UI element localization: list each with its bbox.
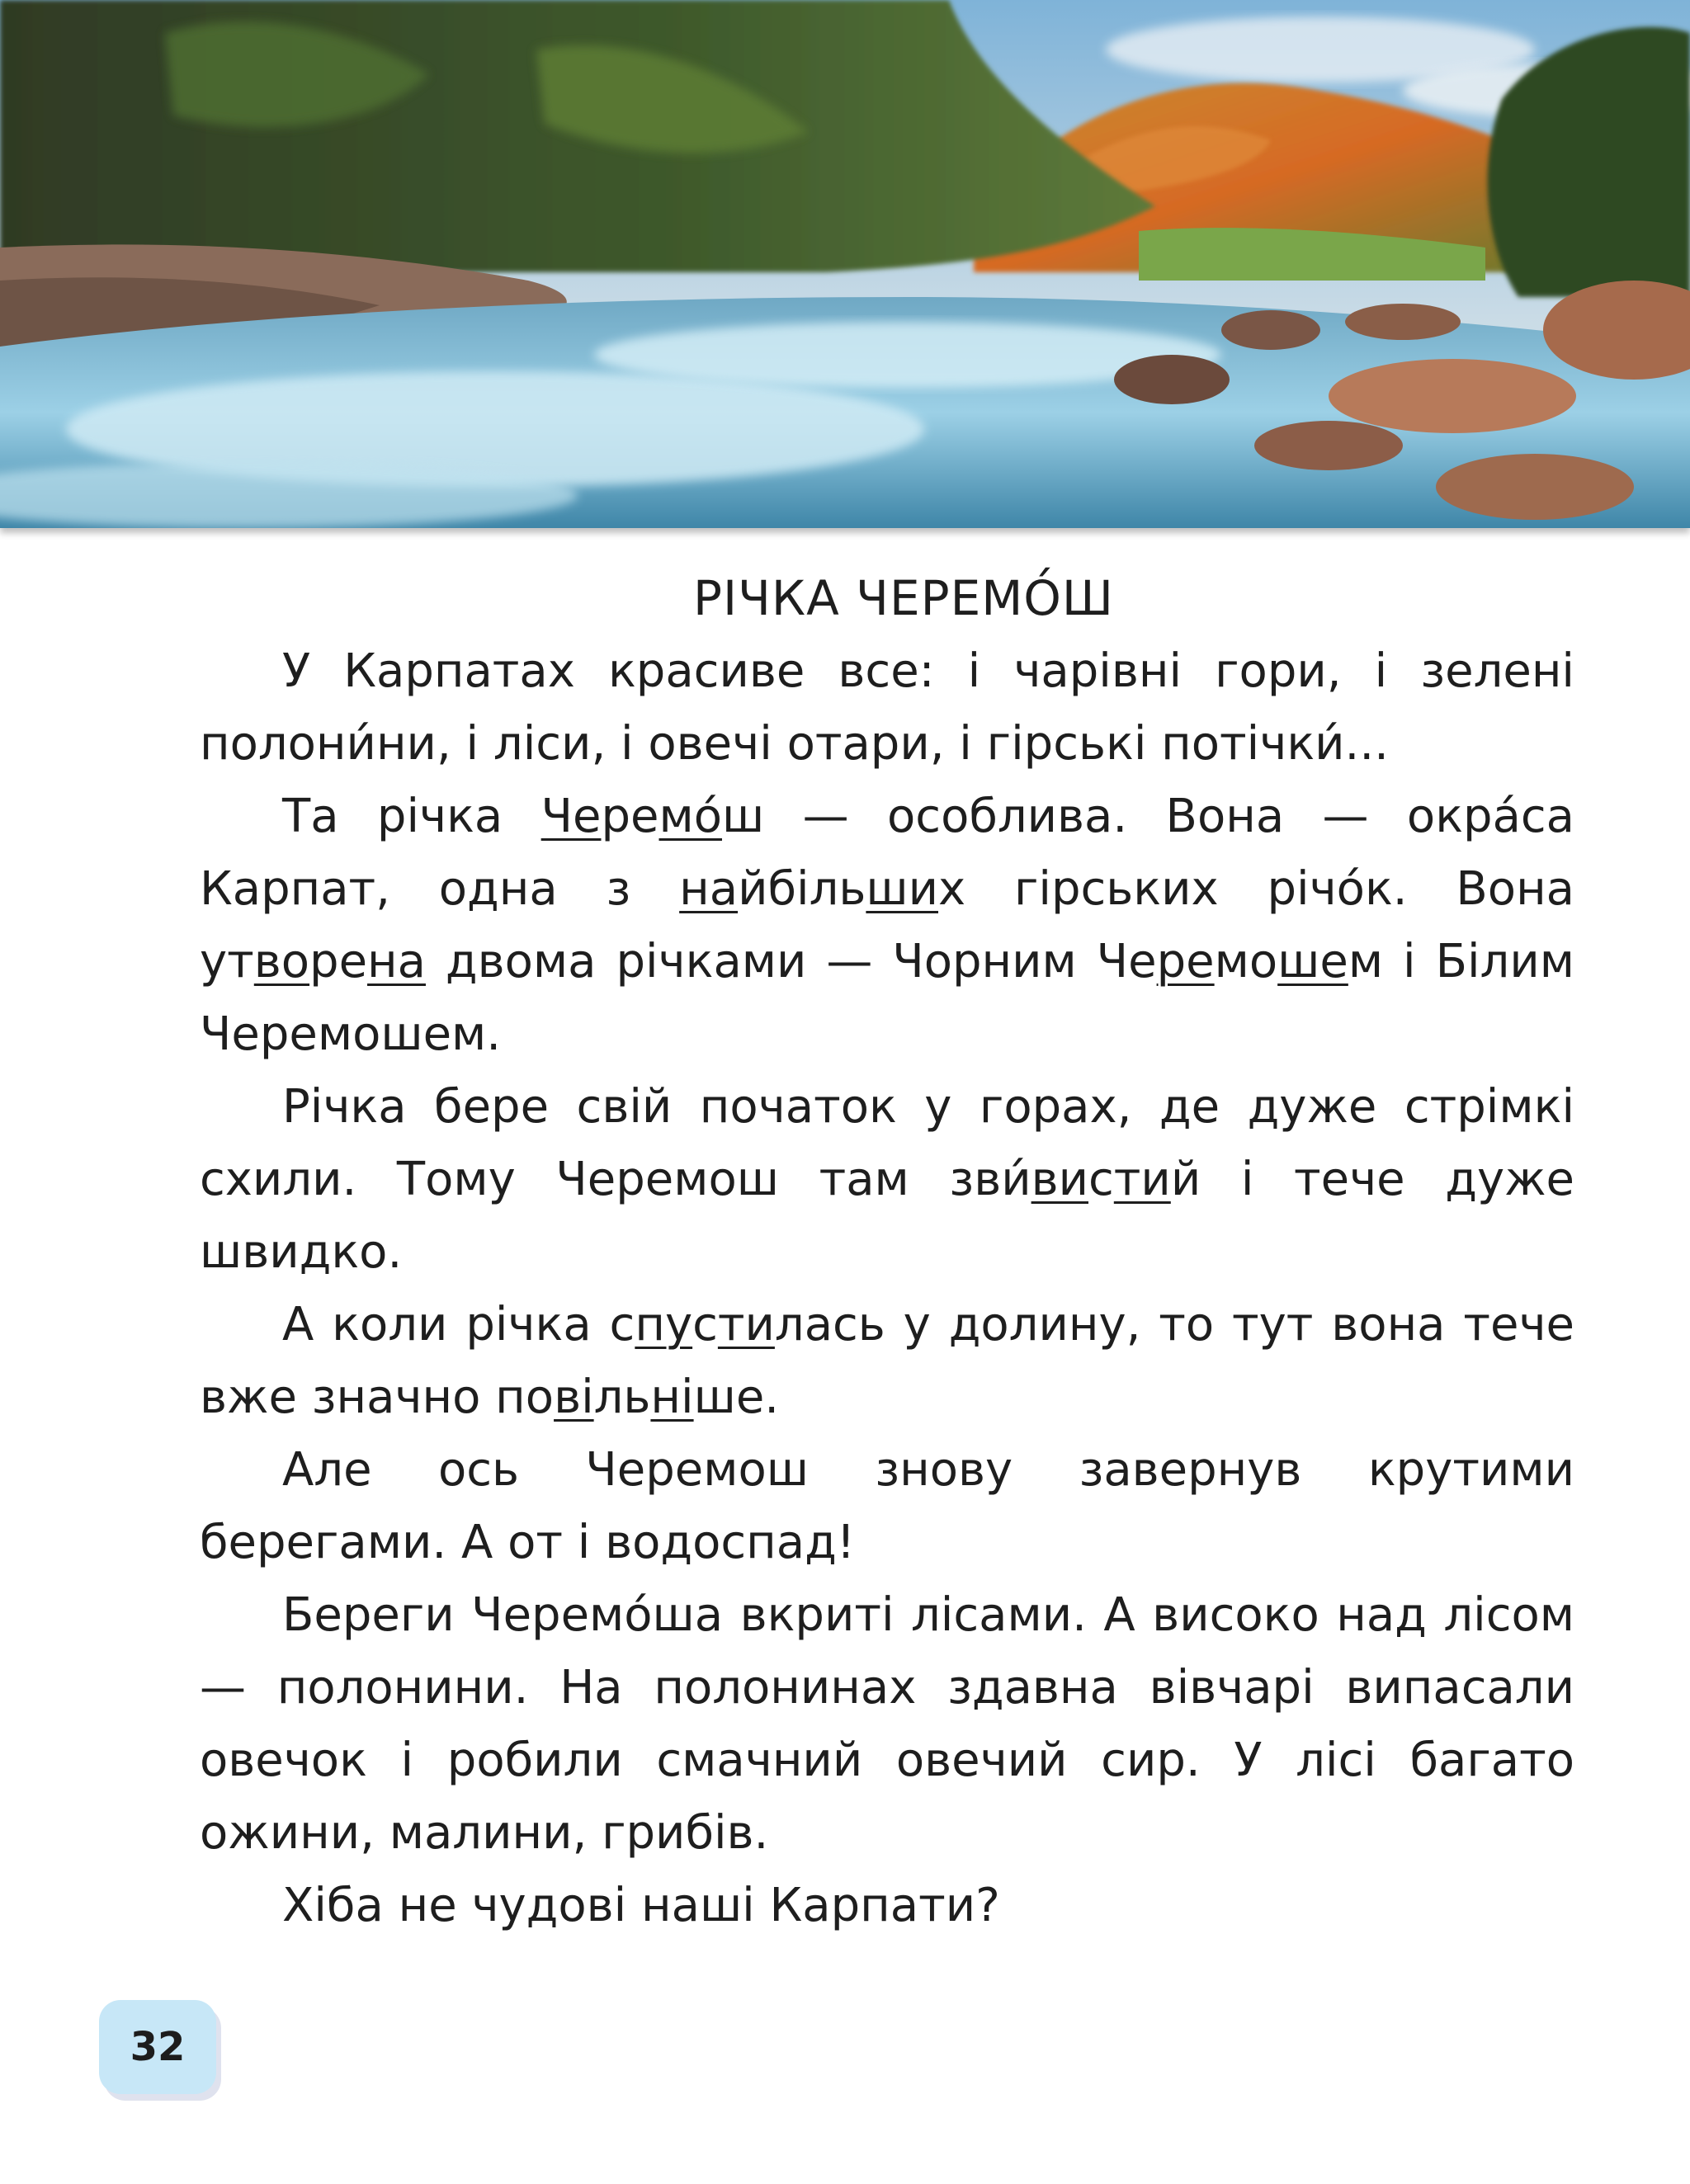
text-segment: Хіба не чудові наші Карпати? (282, 1879, 1000, 1932)
text-segment: мо (1214, 935, 1278, 988)
story-paragraph (200, 1289, 1574, 1434)
underlined-syllable: на (679, 862, 739, 916)
underlined-syllable: ти (1113, 1153, 1171, 1206)
text-segment: х гірських річо́к. Вона ут (200, 862, 1574, 988)
underlined-syllable: во (253, 935, 310, 988)
story-text (200, 569, 1574, 1942)
text-segment: ре (601, 790, 659, 843)
underlined-syllable: ві (554, 1370, 594, 1424)
story-title: РІЧКА ЧЕРЕМО́Ш (693, 570, 1114, 626)
text-segment: Та річка (282, 790, 541, 843)
underlined-syllable: пу (635, 1298, 693, 1351)
underlined-syllable: ши (866, 862, 939, 916)
underlined-syllable: ше (1277, 935, 1348, 988)
story-paragraph (200, 1579, 1574, 1870)
river-photo (0, 0, 1690, 528)
story-paragraph (200, 1870, 1574, 1942)
text-segment: с (1088, 1153, 1114, 1206)
page-number-badge (99, 2000, 216, 2094)
underlined-syllable: ви (1031, 1153, 1088, 1206)
text-segment: ше. (693, 1370, 780, 1424)
page-number: 32 (130, 2024, 186, 2070)
text-segment: м і Білим Черемошем. (200, 935, 1574, 1061)
underlined-syllable: ре (1156, 935, 1215, 988)
text-segment: А коли річка с (282, 1298, 635, 1351)
text-segment: Береги Черемо́ша вкриті лісами. А високо над лісом — полонини. На полонинах здавна вівчарі випасали овечок і робили смачний овечий сир. У лісі багато ожини, малини, грибів. (200, 1588, 1574, 1860)
text-segment: ре (309, 935, 368, 988)
underlined-syllable: на (367, 935, 426, 988)
story-paragraphs (200, 635, 1574, 1942)
underlined-syllable: Че (541, 790, 602, 843)
story-paragraph (200, 635, 1574, 781)
text-segment: лась у долину, то тут вона тече вже значно по (200, 1298, 1574, 1424)
underlined-syllable: мо́ (659, 790, 722, 843)
text-segment: с (692, 1298, 718, 1351)
river-photo-drawing (0, 0, 1690, 528)
story-paragraph (200, 1071, 1574, 1289)
text-segment: ш — особлива. Вона — окра́са Карпат, одна з (200, 790, 1574, 916)
story-paragraph (200, 781, 1574, 1071)
text-segment: двома річками — Чорним Че (425, 935, 1157, 988)
underlined-syllable: ти (717, 1298, 775, 1351)
text-segment: Але ось Черемош знову завернув крутими берегами. А от і водоспад! (200, 1443, 1574, 1569)
text-segment: йбіль (738, 862, 866, 916)
story-paragraph (200, 1434, 1574, 1579)
text-segment: Річка бере свій початок у горах, де дуже стрімкі схили. Тому Черемош там зви́ (200, 1080, 1574, 1206)
text-segment: й і тече дуже швидко. (200, 1153, 1574, 1279)
text-segment: У Карпатах красиве все: і чарівні гори, і зелені полони́ни, і ліси, і овечі отари, і гірські потічки́... (200, 644, 1574, 771)
text-segment: ль (593, 1370, 651, 1424)
underlined-syllable: ні (650, 1370, 694, 1424)
